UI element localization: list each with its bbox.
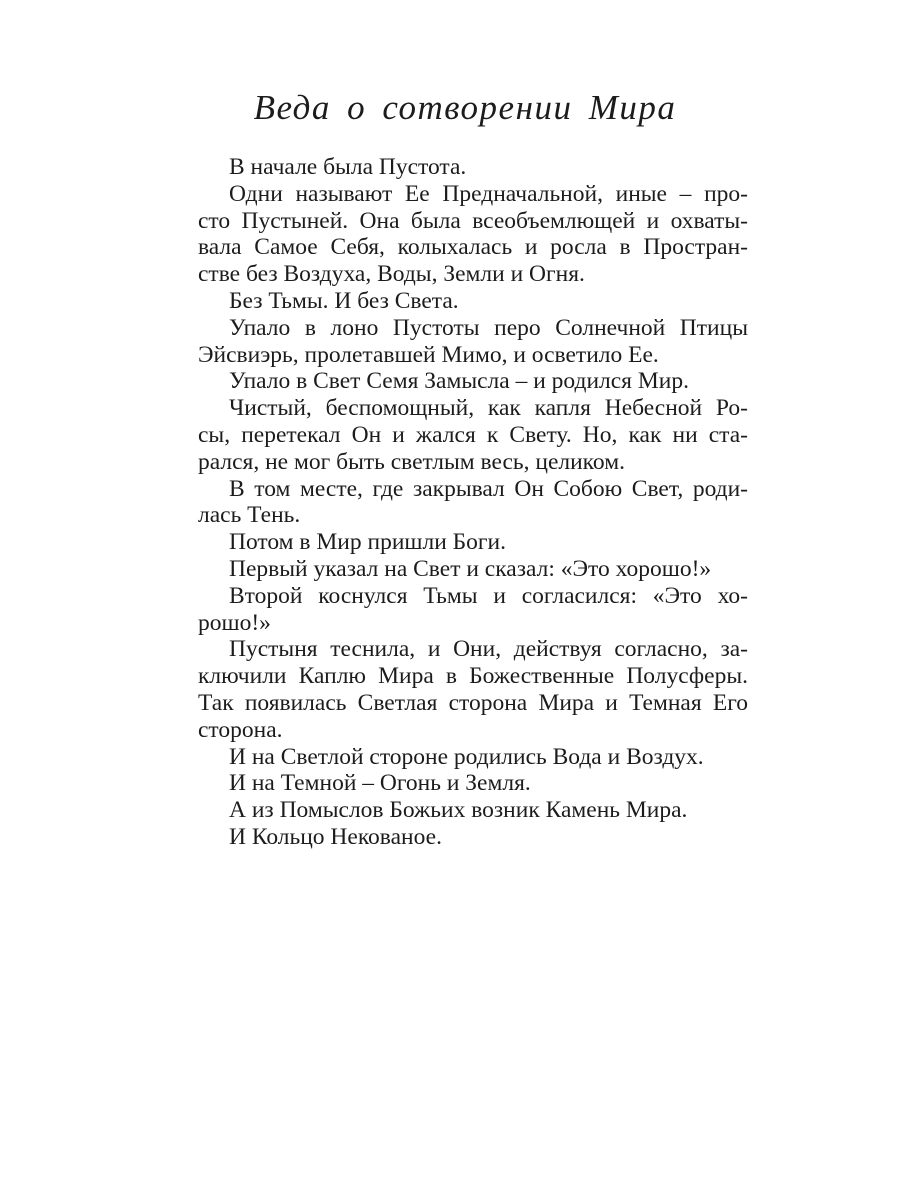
text-line: рался, не мог быть светлым весь, целиком. [198,448,625,475]
text-line: В том месте, где закрывал Он Собою Свет, роди- [229,475,748,502]
text-line: ключили Каплю Мира в Божественные Полусферы. [198,663,748,690]
text-line: сторона. [198,716,283,743]
text-line: Второй коснулся Тьмы и согласился: «Это хо- [229,582,748,609]
text-line: Упало в лоно Пустоты перо Солнечной Птицы [229,314,748,341]
chapter-body [198,154,748,851]
text-line: сто Пустыней. Она была всеобъемлющей и охваты- [198,207,748,234]
text-line: Без Тьмы. И без Света. [229,287,459,314]
text-line: стве без Воздуха, Воды, Земли и Огня. [198,261,585,288]
text-line: И Кольцо Некованое. [229,823,442,850]
text-line: Упало в Свет Семя Замысла – и родился Мир. [229,368,689,395]
text-line: Так появилась Светлая сторона Мира и Темная Его [198,689,748,716]
text-line: А из Помыслов Божьих возник Камень Мира. [229,797,688,824]
text-line: Пустыня теснила, и Они, действуя согласно, за- [229,636,748,663]
text-line: Эйсвиэрь, пролетавшей Мимо, и осветило Ее. [198,341,659,368]
text-line: И на Светлой стороне родились Вода и Воздух. [229,743,704,770]
text-line: Одни называют Ее Предначальной, иные – про- [229,180,748,207]
text-line: Чистый, беспомощный, как капля Небесной Ро- [229,395,748,422]
text-line: В начале была Пустота. [229,154,467,180]
text-line: вала Самое Себя, колыхалась и росла в Простран- [198,234,748,261]
text-line: рошо!» [198,609,271,636]
text-line: Потом в Мир пришли Боги. [229,529,506,556]
text-line: сы, перетекал Он и жался к Свету. Но, как ни ста- [198,421,748,448]
text-line: лась Тень. [198,502,301,529]
text-line: И на Темной – Огонь и Земля. [229,770,531,797]
chapter-title: Веда о сотворении Мира [253,88,677,127]
text-line: Первый указал на Свет и сказал: «Это хорошо!» [229,555,712,582]
